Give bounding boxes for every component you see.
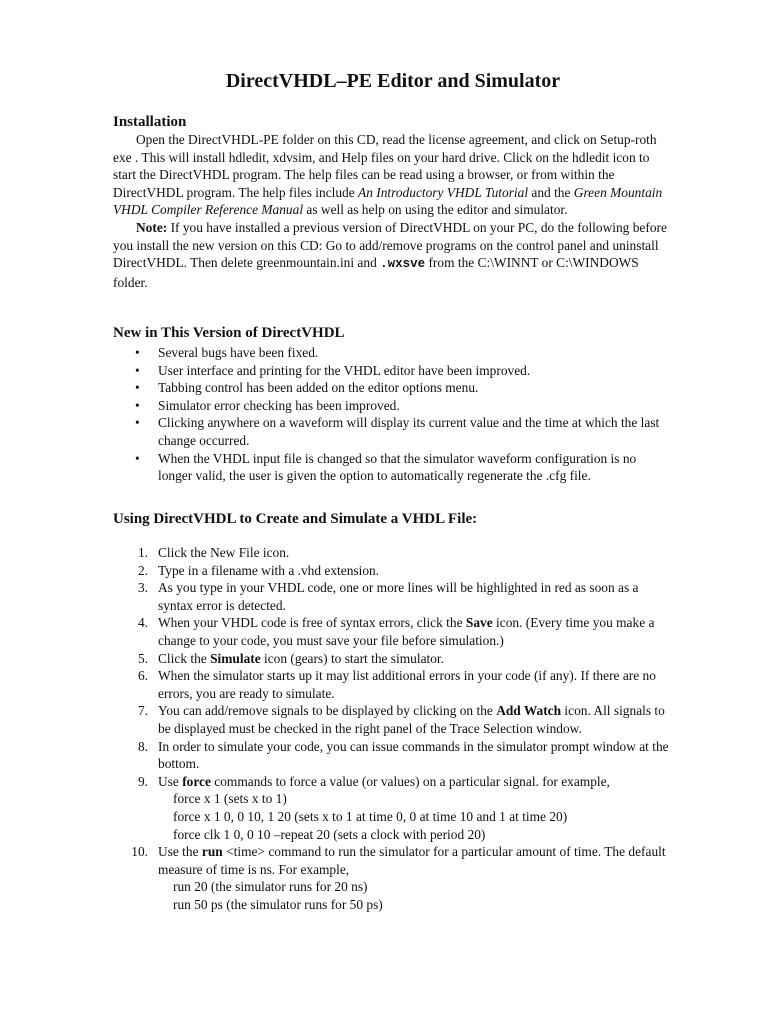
bullet-icon: • xyxy=(135,415,140,431)
step-text: Click the New File icon. xyxy=(158,545,290,560)
step-item xyxy=(113,738,673,773)
note-paragraph xyxy=(113,219,673,291)
step-keyword: Save xyxy=(465,615,493,631)
installation-section xyxy=(113,113,673,291)
installation-text: as well as help on using the editor and simulator. xyxy=(303,202,568,218)
usage-steps-list xyxy=(113,544,673,913)
tutorial-title: An Introductory VHDL Tutorial xyxy=(358,184,529,200)
usage-section xyxy=(113,510,673,913)
note-label: Note: xyxy=(136,219,168,235)
step-number: 9. xyxy=(137,773,148,789)
step-keyword: Add Watch xyxy=(496,703,562,719)
command-example: force clk 1 0, 0 10 –repeat 20 (sets a clock with period 20) xyxy=(173,826,486,842)
step-number: 1. xyxy=(137,545,148,560)
command-example: force x 1 (sets x to 1) xyxy=(173,791,287,807)
page-title: DirectVHDL–PE Editor and Simulator xyxy=(225,70,561,92)
step-text: icon. (Every time you make a change to your code, you must save your file before simulation.) xyxy=(158,615,655,648)
step-item xyxy=(113,650,673,668)
command-example: run 50 ps (the simulator runs for 50 ps) xyxy=(173,896,383,912)
step-text: icon (gears) to start the simulator. xyxy=(260,650,445,666)
step-text: As you type in your VHDL code, one or more lines will be highlighted in red as soon as a syntax error is detected. xyxy=(158,580,639,613)
step-item xyxy=(113,614,673,649)
installation-heading: Installation xyxy=(113,114,187,130)
step-item xyxy=(113,702,673,737)
feature-text: When the VHDL input file is changed so that the simulator waveform configuration is no longer valid, the user is given the option to automatically regenerate the .cfg file. xyxy=(158,450,637,484)
step-number: 2. xyxy=(137,562,148,578)
feature-text: Clicking anywhere on a waveform will display its current value and the time at which the last change occurred. xyxy=(158,415,660,448)
step-text: Click the xyxy=(158,650,211,666)
step-item xyxy=(113,773,673,843)
command-example: run 20 (the simulator runs for 20 ns) xyxy=(173,879,368,895)
step-text: commands to force a value (or values) on a particular signal. for example, xyxy=(210,773,610,789)
feature-text: User interface and printing for the VHDL editor have been improved. xyxy=(158,362,531,378)
step-text: Use xyxy=(158,773,183,789)
step-text: Type in a filename with a .vhd extension. xyxy=(158,562,380,578)
step-number: 6. xyxy=(137,668,148,684)
step-keyword: run xyxy=(201,844,223,860)
note-text: If you have installed a previous version of DirectVHDL on your PC, do the following before you install the new version on this CD: Go to add/remove programs on the control panel and uninstall DirectVHDL. Then delete greenmountain.ini and xyxy=(113,219,667,271)
step-number: 8. xyxy=(137,738,148,754)
feature-list-item xyxy=(113,414,673,449)
note-text: from the C:\WINNT or C:\WINDOWS folder. xyxy=(113,255,639,290)
step-text: When your VHDL code is free of syntax errors, click the xyxy=(158,615,466,631)
new-features-list xyxy=(113,344,673,485)
step-text: icon. All signals to be displayed must be checked in the right panel of the Trace Selection window. xyxy=(158,703,665,736)
feature-list-item xyxy=(113,450,673,485)
command-example: force x 1 0, 0 10, 1 20 (sets x to 1 at time 0, 0 at time 10 and 1 at time 20) xyxy=(173,808,568,824)
step-text: You can add/remove signals to be displayed by clicking on the xyxy=(158,703,497,719)
config-filename: .wxsve xyxy=(380,257,426,272)
installation-text: and the xyxy=(528,184,574,200)
feature-list-item xyxy=(113,379,673,397)
bullet-icon: • xyxy=(135,450,140,466)
feature-text: Several bugs have been fixed. xyxy=(158,345,319,360)
step-keyword: force xyxy=(182,773,211,789)
reference-manual-title: Green Mountain VHDL Compiler Reference Manual xyxy=(113,184,663,218)
feature-list-item xyxy=(113,362,673,380)
step-item xyxy=(113,544,673,562)
new-version-heading: New in This Version of DirectVHDL xyxy=(113,325,345,341)
bullet-icon: • xyxy=(135,397,140,413)
feature-text: Simulator error checking has been improved. xyxy=(158,397,400,413)
step-item xyxy=(113,843,673,913)
bullet-icon: • xyxy=(135,345,140,360)
usage-heading: Using DirectVHDL to Create and Simulate a VHDL File: xyxy=(113,511,478,527)
step-number: 10. xyxy=(131,844,148,860)
step-text: In order to simulate your code, you can issue commands in the simulator prompt window at the bottom. xyxy=(158,738,669,772)
step-item xyxy=(113,667,673,702)
installation-paragraph xyxy=(113,131,673,219)
bullet-icon: • xyxy=(135,380,140,396)
step-number: 3. xyxy=(137,580,148,596)
step-number: 5. xyxy=(137,650,148,666)
step-item xyxy=(113,579,673,614)
bullet-icon: • xyxy=(135,362,140,378)
feature-list-item xyxy=(113,397,673,415)
new-version-section xyxy=(113,324,673,485)
step-item xyxy=(113,562,673,580)
feature-text: Tabbing control has been added on the editor options menu. xyxy=(158,380,479,396)
installation-text: Open the DirectVHDL-PE folder on this CD, read the license agreement, and click on Setup-roth exe . This will install hdledit, xdvsim, and Help files on your hard drive. Click on the hdledit icon to start the DirectVHDL program. The help files can be read using a browser, or from within the DirectVHDL program. The help files include xyxy=(113,132,657,200)
step-text: When the simulator starts up it may list additional errors in your code (if any). If there are no errors, you are ready to simulate. xyxy=(158,668,656,701)
feature-list-item xyxy=(113,344,673,362)
step-text: Use the xyxy=(158,844,202,860)
step-number: 7. xyxy=(137,703,148,719)
step-keyword: Simulate xyxy=(210,650,261,666)
step-number: 4. xyxy=(137,615,148,631)
step-text: <time> command to run the simulator for a particular amount of time. The default measure of time is ns. For example, xyxy=(158,844,666,877)
